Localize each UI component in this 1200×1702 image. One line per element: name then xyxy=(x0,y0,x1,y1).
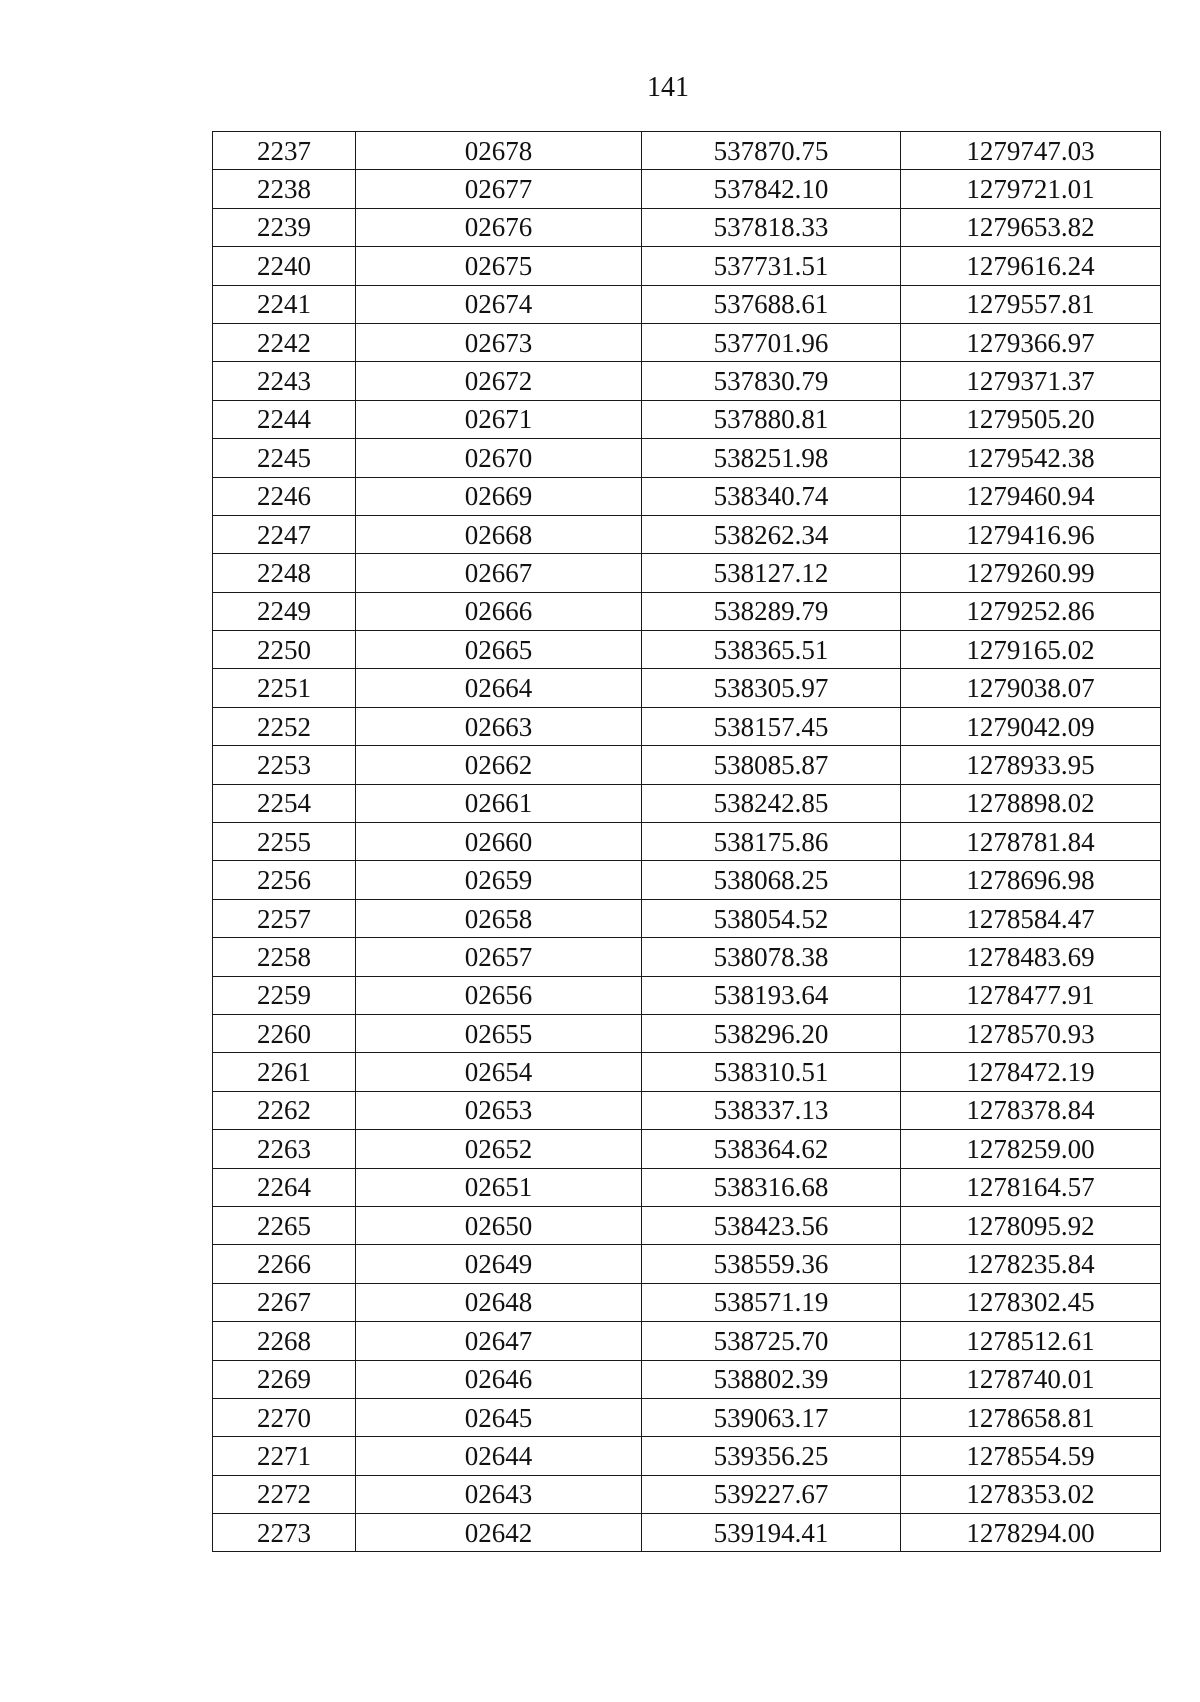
table-row xyxy=(213,1475,1161,1513)
x-coordinate-cell: 538725.70 xyxy=(642,1322,901,1360)
point-id-cell: 02668 xyxy=(356,515,642,553)
table-row xyxy=(213,823,1161,861)
table-row xyxy=(213,1245,1161,1283)
point-id-cell: 02649 xyxy=(356,1245,642,1283)
y-coordinate-cell: 1278378.84 xyxy=(901,1091,1161,1129)
y-coordinate-cell: 1278570.93 xyxy=(901,1014,1161,1052)
y-coordinate-cell: 1278740.01 xyxy=(901,1360,1161,1398)
point-id-cell: 02659 xyxy=(356,861,642,899)
y-coordinate-cell: 1279416.96 xyxy=(901,515,1161,553)
y-coordinate-cell: 1279747.03 xyxy=(901,132,1161,170)
y-coordinate-cell: 1279505.20 xyxy=(901,400,1161,438)
point-id-cell: 02671 xyxy=(356,400,642,438)
row-number-cell: 2255 xyxy=(213,823,356,861)
point-id-cell: 02664 xyxy=(356,669,642,707)
y-coordinate-cell: 1278781.84 xyxy=(901,823,1161,861)
row-number-cell: 2271 xyxy=(213,1437,356,1475)
x-coordinate-cell: 538251.98 xyxy=(642,439,901,477)
table-row xyxy=(213,1398,1161,1436)
table-row xyxy=(213,362,1161,400)
point-id-cell: 02674 xyxy=(356,285,642,323)
x-coordinate-cell: 538305.97 xyxy=(642,669,901,707)
x-coordinate-cell: 538423.56 xyxy=(642,1206,901,1244)
table-row xyxy=(213,1053,1161,1091)
row-number-cell: 2263 xyxy=(213,1130,356,1168)
point-id-cell: 02670 xyxy=(356,439,642,477)
x-coordinate-cell: 538262.34 xyxy=(642,515,901,553)
table-row xyxy=(213,746,1161,784)
point-id-cell: 02648 xyxy=(356,1283,642,1321)
point-id-cell: 02665 xyxy=(356,631,642,669)
row-number-cell: 2246 xyxy=(213,477,356,515)
row-number-cell: 2251 xyxy=(213,669,356,707)
row-number-cell: 2264 xyxy=(213,1168,356,1206)
point-id-cell: 02666 xyxy=(356,592,642,630)
x-coordinate-cell: 538365.51 xyxy=(642,631,901,669)
row-number-cell: 2240 xyxy=(213,247,356,285)
x-coordinate-cell: 538364.62 xyxy=(642,1130,901,1168)
y-coordinate-cell: 1279460.94 xyxy=(901,477,1161,515)
x-coordinate-cell: 538193.64 xyxy=(642,976,901,1014)
table-row xyxy=(213,208,1161,246)
y-coordinate-cell: 1278353.02 xyxy=(901,1475,1161,1513)
point-id-cell: 02676 xyxy=(356,208,642,246)
y-coordinate-cell: 1279721.01 xyxy=(901,170,1161,208)
point-id-cell: 02661 xyxy=(356,784,642,822)
coordinates-table-body xyxy=(213,132,1161,1552)
y-coordinate-cell: 1279542.38 xyxy=(901,439,1161,477)
table-row xyxy=(213,669,1161,707)
y-coordinate-cell: 1278477.91 xyxy=(901,976,1161,1014)
table-row xyxy=(213,1322,1161,1360)
row-number-cell: 2243 xyxy=(213,362,356,400)
point-id-cell: 02667 xyxy=(356,554,642,592)
x-coordinate-cell: 537701.96 xyxy=(642,323,901,361)
point-id-cell: 02655 xyxy=(356,1014,642,1052)
y-coordinate-cell: 1279371.37 xyxy=(901,362,1161,400)
row-number-cell: 2273 xyxy=(213,1514,356,1552)
point-id-cell: 02660 xyxy=(356,823,642,861)
row-number-cell: 2260 xyxy=(213,1014,356,1052)
y-coordinate-cell: 1279616.24 xyxy=(901,247,1161,285)
y-coordinate-cell: 1278898.02 xyxy=(901,784,1161,822)
coordinates-table xyxy=(212,131,1161,1552)
x-coordinate-cell: 538289.79 xyxy=(642,592,901,630)
table-row xyxy=(213,861,1161,899)
y-coordinate-cell: 1278584.47 xyxy=(901,899,1161,937)
point-id-cell: 02663 xyxy=(356,707,642,745)
point-id-cell: 02672 xyxy=(356,362,642,400)
y-coordinate-cell: 1278483.69 xyxy=(901,938,1161,976)
x-coordinate-cell: 538127.12 xyxy=(642,554,901,592)
row-number-cell: 2256 xyxy=(213,861,356,899)
x-coordinate-cell: 538085.87 xyxy=(642,746,901,784)
table-row xyxy=(213,899,1161,937)
row-number-cell: 2247 xyxy=(213,515,356,553)
x-coordinate-cell: 538175.86 xyxy=(642,823,901,861)
table-row xyxy=(213,515,1161,553)
point-id-cell: 02677 xyxy=(356,170,642,208)
y-coordinate-cell: 1278933.95 xyxy=(901,746,1161,784)
x-coordinate-cell: 539194.41 xyxy=(642,1514,901,1552)
row-number-cell: 2261 xyxy=(213,1053,356,1091)
table-row xyxy=(213,1168,1161,1206)
y-coordinate-cell: 1279165.02 xyxy=(901,631,1161,669)
x-coordinate-cell: 537830.79 xyxy=(642,362,901,400)
point-id-cell: 02656 xyxy=(356,976,642,1014)
point-id-cell: 02642 xyxy=(356,1514,642,1552)
point-id-cell: 02652 xyxy=(356,1130,642,1168)
row-number-cell: 2238 xyxy=(213,170,356,208)
y-coordinate-cell: 1279557.81 xyxy=(901,285,1161,323)
table-row xyxy=(213,976,1161,1014)
row-number-cell: 2248 xyxy=(213,554,356,592)
y-coordinate-cell: 1279653.82 xyxy=(901,208,1161,246)
y-coordinate-cell: 1279042.09 xyxy=(901,707,1161,745)
row-number-cell: 2241 xyxy=(213,285,356,323)
x-coordinate-cell: 538337.13 xyxy=(642,1091,901,1129)
row-number-cell: 2267 xyxy=(213,1283,356,1321)
row-number-cell: 2244 xyxy=(213,400,356,438)
point-id-cell: 02650 xyxy=(356,1206,642,1244)
table-row xyxy=(213,1283,1161,1321)
x-coordinate-cell: 537731.51 xyxy=(642,247,901,285)
point-id-cell: 02651 xyxy=(356,1168,642,1206)
y-coordinate-cell: 1278472.19 xyxy=(901,1053,1161,1091)
row-number-cell: 2254 xyxy=(213,784,356,822)
table-row xyxy=(213,400,1161,438)
row-number-cell: 2237 xyxy=(213,132,356,170)
point-id-cell: 02645 xyxy=(356,1398,642,1436)
row-number-cell: 2265 xyxy=(213,1206,356,1244)
table-row xyxy=(213,707,1161,745)
table-row xyxy=(213,1206,1161,1244)
row-number-cell: 2253 xyxy=(213,746,356,784)
page-number: 141 xyxy=(647,72,689,103)
y-coordinate-cell: 1278512.61 xyxy=(901,1322,1161,1360)
row-number-cell: 2268 xyxy=(213,1322,356,1360)
x-coordinate-cell: 538802.39 xyxy=(642,1360,901,1398)
x-coordinate-cell: 538310.51 xyxy=(642,1053,901,1091)
x-coordinate-cell: 539227.67 xyxy=(642,1475,901,1513)
x-coordinate-cell: 538296.20 xyxy=(642,1014,901,1052)
x-coordinate-cell: 538340.74 xyxy=(642,477,901,515)
row-number-cell: 2257 xyxy=(213,899,356,937)
point-id-cell: 02678 xyxy=(356,132,642,170)
table-row xyxy=(213,554,1161,592)
table-row xyxy=(213,323,1161,361)
point-id-cell: 02673 xyxy=(356,323,642,361)
x-coordinate-cell: 537880.81 xyxy=(642,400,901,438)
table-row xyxy=(213,592,1161,630)
x-coordinate-cell: 539356.25 xyxy=(642,1437,901,1475)
y-coordinate-cell: 1278658.81 xyxy=(901,1398,1161,1436)
table-row xyxy=(213,1514,1161,1552)
table-row xyxy=(213,439,1161,477)
y-coordinate-cell: 1278235.84 xyxy=(901,1245,1161,1283)
point-id-cell: 02643 xyxy=(356,1475,642,1513)
row-number-cell: 2242 xyxy=(213,323,356,361)
y-coordinate-cell: 1278302.45 xyxy=(901,1283,1161,1321)
point-id-cell: 02675 xyxy=(356,247,642,285)
x-coordinate-cell: 538054.52 xyxy=(642,899,901,937)
row-number-cell: 2250 xyxy=(213,631,356,669)
table-row xyxy=(213,784,1161,822)
row-number-cell: 2249 xyxy=(213,592,356,630)
row-number-cell: 2262 xyxy=(213,1091,356,1129)
table-row xyxy=(213,477,1161,515)
row-number-cell: 2266 xyxy=(213,1245,356,1283)
point-id-cell: 02662 xyxy=(356,746,642,784)
table-row xyxy=(213,1130,1161,1168)
point-id-cell: 02654 xyxy=(356,1053,642,1091)
x-coordinate-cell: 537870.75 xyxy=(642,132,901,170)
x-coordinate-cell: 538316.68 xyxy=(642,1168,901,1206)
row-number-cell: 2269 xyxy=(213,1360,356,1398)
y-coordinate-cell: 1278554.59 xyxy=(901,1437,1161,1475)
table-row xyxy=(213,132,1161,170)
y-coordinate-cell: 1278164.57 xyxy=(901,1168,1161,1206)
table-row xyxy=(213,170,1161,208)
point-id-cell: 02657 xyxy=(356,938,642,976)
table-row xyxy=(213,631,1161,669)
x-coordinate-cell: 538571.19 xyxy=(642,1283,901,1321)
row-number-cell: 2272 xyxy=(213,1475,356,1513)
y-coordinate-cell: 1279260.99 xyxy=(901,554,1161,592)
table-row xyxy=(213,1014,1161,1052)
row-number-cell: 2239 xyxy=(213,208,356,246)
table-row xyxy=(213,285,1161,323)
y-coordinate-cell: 1279038.07 xyxy=(901,669,1161,707)
table-row xyxy=(213,1437,1161,1475)
point-id-cell: 02658 xyxy=(356,899,642,937)
table-row xyxy=(213,1091,1161,1129)
x-coordinate-cell: 538078.38 xyxy=(642,938,901,976)
point-id-cell: 02646 xyxy=(356,1360,642,1398)
point-id-cell: 02644 xyxy=(356,1437,642,1475)
y-coordinate-cell: 1278259.00 xyxy=(901,1130,1161,1168)
x-coordinate-cell: 537842.10 xyxy=(642,170,901,208)
point-id-cell: 02669 xyxy=(356,477,642,515)
x-coordinate-cell: 538559.36 xyxy=(642,1245,901,1283)
x-coordinate-cell: 537818.33 xyxy=(642,208,901,246)
row-number-cell: 2270 xyxy=(213,1398,356,1436)
x-coordinate-cell: 538068.25 xyxy=(642,861,901,899)
row-number-cell: 2245 xyxy=(213,439,356,477)
y-coordinate-cell: 1279366.97 xyxy=(901,323,1161,361)
y-coordinate-cell: 1279252.86 xyxy=(901,592,1161,630)
x-coordinate-cell: 538242.85 xyxy=(642,784,901,822)
y-coordinate-cell: 1278095.92 xyxy=(901,1206,1161,1244)
point-id-cell: 02647 xyxy=(356,1322,642,1360)
x-coordinate-cell: 538157.45 xyxy=(642,707,901,745)
point-id-cell: 02653 xyxy=(356,1091,642,1129)
table-row xyxy=(213,938,1161,976)
row-number-cell: 2259 xyxy=(213,976,356,1014)
x-coordinate-cell: 537688.61 xyxy=(642,285,901,323)
y-coordinate-cell: 1278294.00 xyxy=(901,1514,1161,1552)
y-coordinate-cell: 1278696.98 xyxy=(901,861,1161,899)
table-row xyxy=(213,1360,1161,1398)
table-row xyxy=(213,247,1161,285)
row-number-cell: 2258 xyxy=(213,938,356,976)
x-coordinate-cell: 539063.17 xyxy=(642,1398,901,1436)
row-number-cell: 2252 xyxy=(213,707,356,745)
